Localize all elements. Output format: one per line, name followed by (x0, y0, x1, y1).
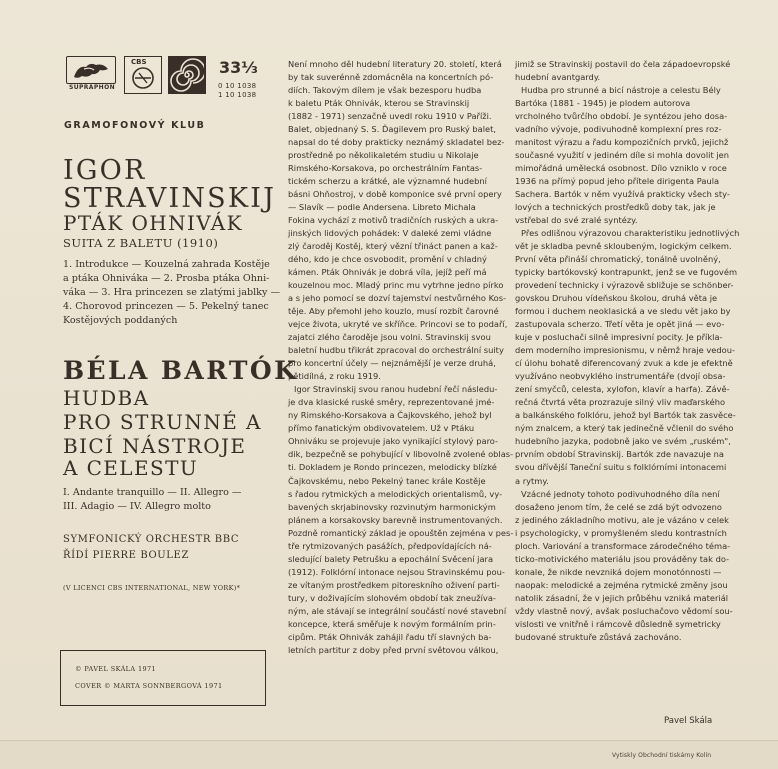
text-line: ze vítaným prostředkem pitoreskního oživení parti- (288, 579, 500, 590)
text-line: Sachera. Bartók v něm využívá prakticky všech sty- (515, 189, 730, 200)
text-line: ny Rimského-Korsakova a Čajkovského, jehož byl (288, 410, 492, 421)
text-line: svou dřívější Taneční suitu s folklórními intonacemi (515, 462, 727, 473)
text-line: ti. Dokladem je Rondo princezen, melodicky blízké (288, 462, 497, 473)
text-line: pro koncertní účely — nejznámější je verze druhá, (288, 358, 496, 369)
text-line: ným znalcem, a který tak jedinečně včlenil do svého (515, 423, 734, 434)
text-line: dem moderního impresionismu, v němž hraje vedou- (515, 345, 736, 356)
text-line: a s jeho pomocí se dozví tajemství nestvůrného Kos- (288, 293, 507, 304)
text-line: zajatci zlého čaroděje jsou volni. Stravinskij svou (288, 332, 491, 343)
text-line: vrcholného tvůrčího období. Je syntézou jeho dosa- (515, 111, 728, 122)
text-line: prvním období Stravinskij. Bartók zde navazuje na (515, 449, 724, 460)
text-line: zlý čaroděj Kostěj, který vězní třináct panen a kaž- (288, 241, 498, 252)
text-line: Čajkovskému, nebo Pekelný tanec krále Kostěje (288, 475, 486, 486)
text-line: je dva klasické ruské směry, reprezentované jmé- (288, 397, 495, 408)
text-line: Není mnoho děl hudební literatury 20. století, která (288, 59, 502, 69)
text-line: využíváno neobvyklého instrumentáře (dvojí obsa- (515, 371, 726, 382)
text-line: i psychologicky, v promyšleném sledu kontrastních (515, 527, 727, 538)
movement-line: 4. Chorovod princezen — 5. Pekelný tanec (63, 301, 269, 312)
text-line: dik, bezpečně se pohybující v libovolně zvolené oblas- (288, 449, 514, 460)
author-signature: Pavel Skála (664, 716, 713, 726)
catalog-number-1: 0 10 1038 (218, 82, 257, 90)
text-line: koncepce, která směřuje k novým formálním prin- (288, 618, 496, 629)
text-line: Hudba pro strunné a bicí nástroje a celestu Bély (521, 85, 721, 96)
text-line: 1936 na přímý popud jeho přítele dirigenta Paula (515, 176, 720, 187)
credit-cover: COVER © MARTA SONNBERGOVÁ 1971 (75, 682, 223, 690)
text-line: cipům. Pták Ohnivák zahájil řadu tří slavných ba- (288, 631, 492, 642)
licence-note: (V LICENCI CBS INTERNATIONAL, NEW YORK)* (63, 584, 241, 592)
text-line: básni Ohňostroj, v době komponice své první opery (288, 189, 502, 200)
spiral-icon (170, 58, 204, 92)
text-line: diích. Takovým dílem je však bezesporu hudba (288, 85, 482, 96)
text-line: vislosti ve vnitřně i rámcově důsledně symetricky (515, 618, 721, 629)
conductor-name: ŘÍDÍ PIERRE BOULEZ (63, 550, 189, 561)
text-line: naopak: melodické a zejména rytmické změny jsou (515, 579, 728, 590)
movement-line: váka — 3. Hra princezen se zlatými jablky — (63, 287, 281, 298)
spiral-logo (168, 56, 206, 94)
text-line: mimořádná umělecká osobnost. Dílo vzniklo v roce (515, 163, 727, 174)
text-line: manitost výrazu a řadu kompozičních prvků, jejichž (515, 137, 729, 148)
movement-line: III. Adagio — IV. Allegro molto (63, 501, 211, 512)
work-1-subtitle: SUITA Z BALETU (1910) (63, 236, 219, 250)
credits-box (60, 650, 266, 706)
text-line: a balkánského folklóru, jehož byl Bartók tak zasvěce- (515, 410, 736, 421)
text-line: rečná čtvrtá věta prozrazuje silný vliv maďarského (515, 397, 726, 408)
text-line: přímo fanatickým obdivovatelem. Už v Ptáku (288, 423, 475, 434)
text-line: formou i duchem neoklasická a ve sledu vět jako by (515, 306, 731, 317)
text-line: vadního vývoje, podivuhodně komplexní pres roz- (515, 124, 722, 135)
club-title: GRAMOFONOVÝ KLUB (64, 120, 206, 131)
credit-text: © PAVEL SKÁLA 1971 (75, 665, 157, 673)
text-line: vždy vlastně nový, avšak posluchačovo vědomí sou- (515, 605, 733, 616)
text-line: současné využití v jediném díle si mohla dovolit jen (515, 150, 729, 161)
orchestra-name: SYMFONICKÝ ORCHESTR BBC (63, 534, 240, 545)
text-line: — Slavík — podle Andersena. Libreto Michala (288, 202, 476, 213)
text-line: vět je skladba pevně skloubeným, logickým celkem. (515, 241, 732, 252)
supraphon-logo (66, 56, 116, 84)
text-line: dosaženo jenom tím, že celé se zdá být odvozeno (515, 501, 722, 512)
printer-credit: Vytiskly Obchodní tiskárny Kolín (612, 752, 712, 759)
liner-notes-column-1 (288, 58, 514, 657)
text-line: Rimského-Korsakova, po orchestrálním Fantas- (288, 163, 483, 174)
catalog-number-2: 1 10 1038 (218, 91, 257, 99)
work-2-title-line: PRO STRUNNÉ A (63, 410, 262, 434)
text-line: lových a technických prostředků doby tak, jak je (515, 202, 716, 213)
movement-line: 1. Introdukce — Kouzelná zahrada Kostěje (63, 259, 270, 270)
text-line: bavených skrjabinovsky rozvinutým harmonickým (288, 501, 496, 512)
work-1-movements (63, 258, 281, 328)
text-line: ploch. Variování a transformace zárodečného téma- (515, 540, 731, 551)
composer-1-first-name: IGOR (63, 155, 147, 186)
text-line: sledující balety Petrušku a epochální Svěcení jara (288, 553, 494, 564)
work-2-movements (63, 486, 271, 514)
rpm-label: 33⅓ (219, 58, 258, 77)
text-line: napsal do té doby prakticky neznámý skladatel bez- (288, 137, 505, 148)
text-line: k baletu Pták Ohnivák, kterou se Stravinskij (288, 98, 470, 109)
text-line: dého, kdo je chce osvobodit, promění v chladný (288, 254, 487, 265)
text-line: z jediného základního motivu, ale je vázáno v celek (515, 514, 729, 525)
text-line: a rytmy. (515, 475, 549, 486)
liner-notes-column-2 (515, 58, 740, 644)
text-line: pětidílná, z roku 1919. (288, 371, 381, 382)
text-line: baletní hudbu třikrát zpracoval do orchestrální suity (288, 345, 504, 356)
text-line: Bartóka (1881 - 1945) je plodem autorova (515, 98, 691, 109)
text-line: natolik zásadní, že v jejich průběhu vzniká materiál (515, 592, 729, 603)
text-line: jimiž se Stravinskij postavil do čela západoevropské (515, 59, 731, 69)
text-line: budované struktuře zůstává zachováno. (515, 631, 682, 642)
text-line: cí úlohu bohatě diferencovaný zvuk a kde je efektně (515, 358, 733, 369)
text-line: s řadou rytmických a melodických orientalismů, vy- (288, 488, 503, 499)
text-line: typicky bartókovský kontrapunkt, jenž se ve fugovém (515, 267, 738, 278)
text-line: tury, v doživajícím slohovém období tak zneužíva- (288, 592, 496, 603)
text-line: hudební avantgardy. (515, 72, 601, 83)
text-line: Ohniváku se projevuje jako vynikající stylový paro- (288, 436, 499, 447)
text-line: jinských lidových pohádek: V daleké zemi vládne (288, 228, 492, 239)
text-line: Přes odlišnou výrazovou charakteristiku jednotlivých (521, 228, 740, 239)
text-line: (1912). Folklórní intonace nejsou Stravinskému pou- (288, 566, 505, 577)
text-line: (1882 - 1971) senzačně uvedl roku 1910 v Paříži. (288, 111, 492, 122)
cbs-label: CBS (131, 58, 147, 66)
text-line: plánem a korsakovsky barevně instrumentovaných. (288, 514, 503, 525)
text-line: Pozdně romantický základ je opouštěn zejména v pes- (288, 527, 514, 538)
text-line: prostředně po několikaletém studiu u Nikolaje (288, 150, 479, 161)
work-2-title-line: HUDBA (63, 386, 150, 410)
text-line: konale, že nikde nevzniká dojem monotónnosti — (515, 566, 722, 577)
work-1-title: PTÁK OHNIVÁK (63, 211, 243, 235)
movement-line: I. Andante tranquillo — II. Allegro — (63, 487, 242, 498)
work-2-title-line: A CELESTU (63, 456, 199, 480)
text-line: letních partitur z doby před první světovou válkou, (288, 644, 499, 655)
text-line: ticko-motivického materiálu jsou prováděny tak do- (515, 553, 730, 564)
movement-line: Kostějových poddaných (63, 315, 178, 326)
text-line: kuje v posluchači silně impresivní pocity. Je příkla- (515, 332, 723, 343)
text-line: zení smyčců, celesta, xylofon, klavír a harfa). Závě- (515, 384, 730, 395)
text-line: tře rytmizovaných pasážích, předpovídajících ná- (288, 540, 492, 551)
text-line: kámen. Pták Ohnivák je dobrá víla, jejíž peří má (288, 267, 487, 278)
text-line: zastupovala scherzo. Třetí věta je opět jiná — evo- (515, 319, 725, 330)
text-line: První věta přináší chromatický, tonálně uvolněný, (515, 254, 721, 265)
text-line: Balet, objednaný S. S. Ďagilevem pro Ruský balet, (288, 124, 497, 135)
movement-line: a ptáka Ohniváka — 2. Prosba ptáka Ohni- (63, 273, 270, 284)
text-line: govskou Druhou vídeňskou školou, druhá věta je (515, 293, 718, 304)
work-2-title-line: BICÍ NÁSTROJE (63, 434, 247, 458)
text-line: Igor Stravinskij svou ranou hudební řečí následu- (294, 384, 498, 395)
text-line: tickém scherzu a krátké, ale významné hudební (288, 176, 487, 187)
supraphon-label: SUPRAPHON (69, 84, 115, 91)
composer-1-surname: STRAVINSKIJ (63, 183, 277, 214)
text-line: vejce života, ukryté ve skříňce. Princovi se to podaří, (288, 319, 508, 330)
horse-emblem-icon (70, 59, 112, 81)
text-line: kouzelnou moc. Mladý princ mu vytrhne jedno pírko (288, 280, 504, 291)
text-line: těje. Aby přemohl jeho kouzlo, musí rozbít čarovné (288, 306, 499, 317)
text-line: provedení technicky i výrazově sbližuje se schönber- (515, 280, 734, 291)
text-line: hudebního jazyka, podobně jako ve svém „ruském", (515, 436, 731, 447)
text-line: ným, ale stávají se integrální součástí nové stavební (288, 605, 507, 616)
text-line: Fokina vychází z motivů tradičních ruských a ukra- (288, 215, 499, 226)
composer-2-name: BÉLA BARTÓK (63, 356, 299, 385)
text-line: Vzácné jednoty tohoto podivuhodného díla není (521, 488, 720, 499)
text-line: vstřebal do své zralé syntézy. (515, 215, 638, 226)
text-line: by tak suverénně zdomácněla na koncertních pó- (288, 72, 494, 83)
